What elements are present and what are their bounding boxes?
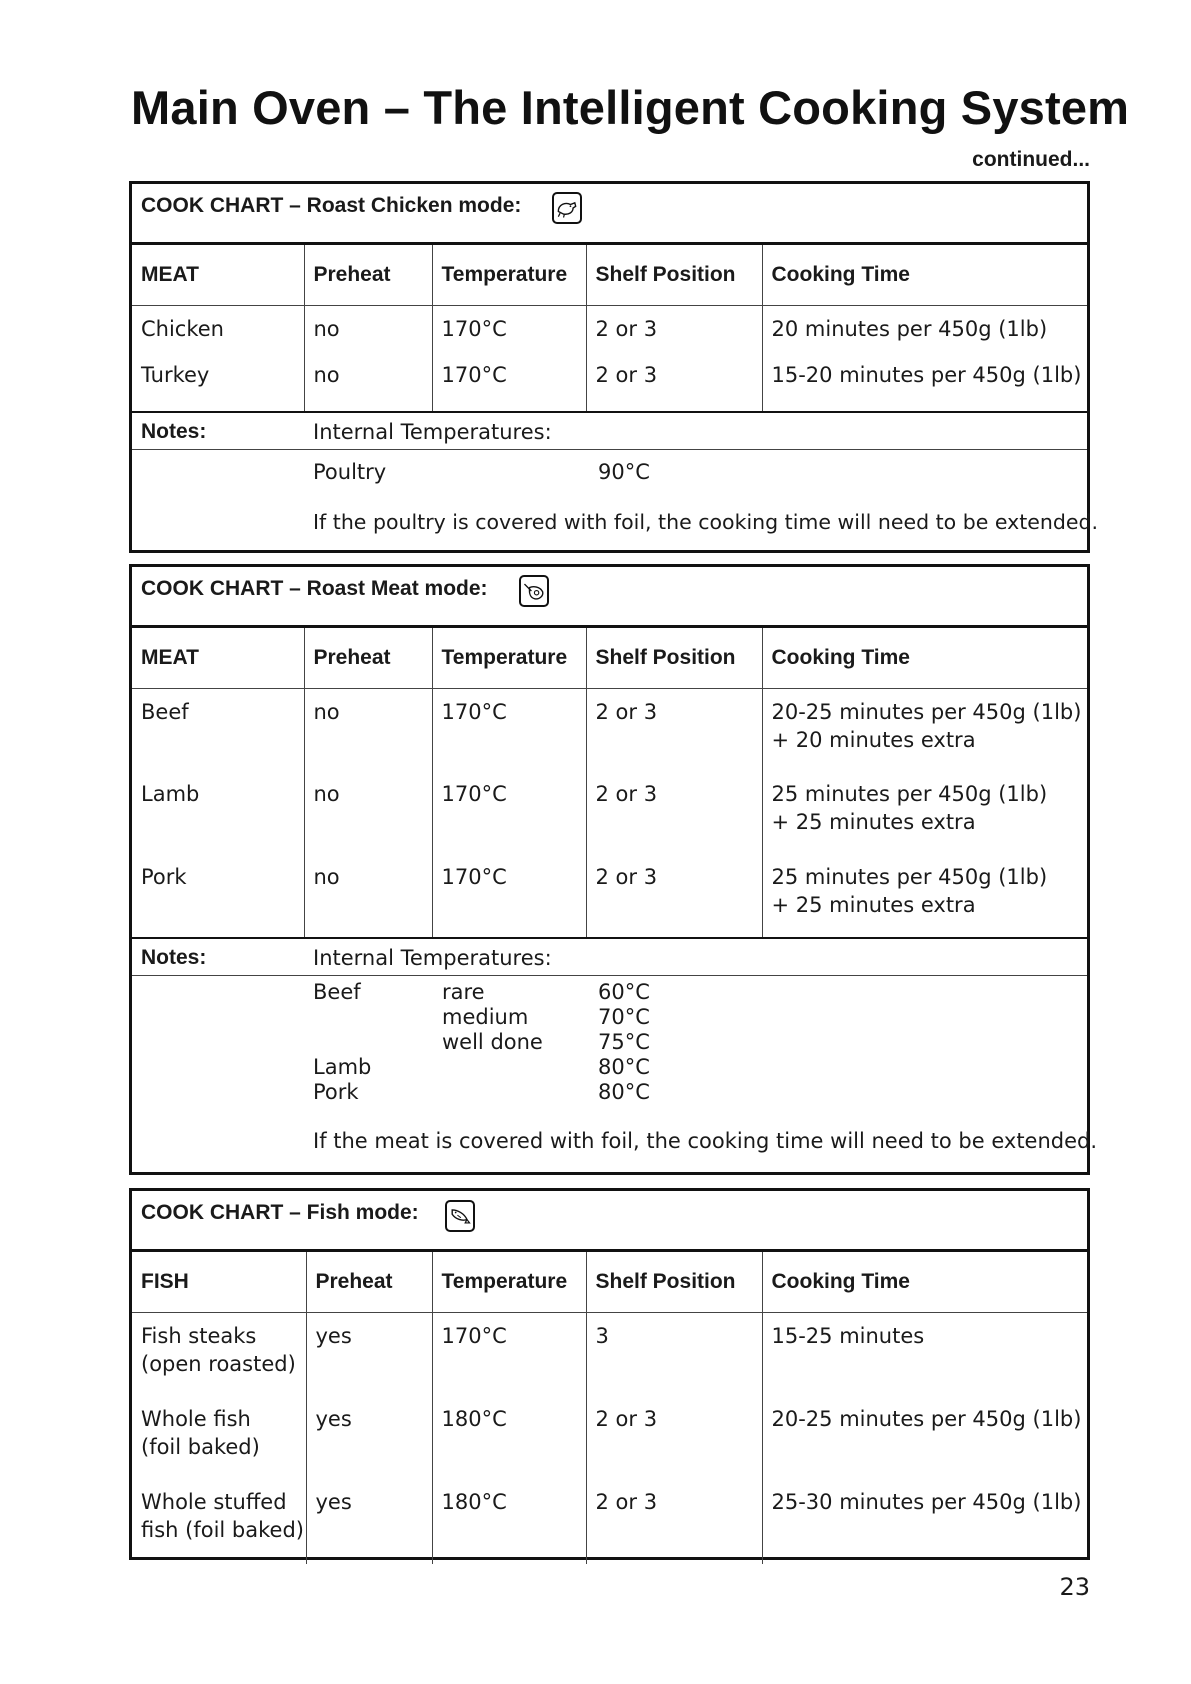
table-cell: 170°C <box>432 306 586 352</box>
column-header: Shelf Position <box>586 628 762 689</box>
temp-item: Pork <box>313 1079 359 1104</box>
table-cell: no <box>304 306 432 352</box>
column-header: Cooking Time <box>762 628 1087 689</box>
fish-icon <box>445 1200 475 1232</box>
table-row <box>132 352 1087 411</box>
table-cell: Lamb <box>141 781 200 806</box>
table-cell: 2 or 3 <box>586 352 762 411</box>
table-cell: Turkey <box>141 362 210 387</box>
chart-header <box>132 184 1087 245</box>
table-cell: 15-25 minutes <box>762 1313 1087 1396</box>
chart-title: COOK CHART – Fish mode: <box>141 1201 419 1224</box>
column-header: Shelf Position <box>586 1252 762 1313</box>
table-row <box>132 689 1087 771</box>
table-cell: 170°C <box>432 1313 586 1396</box>
chart-header <box>132 567 1087 628</box>
table-row <box>132 1313 1087 1396</box>
cook-chart-roast-chicken <box>129 181 1099 553</box>
table-cell <box>762 854 1087 937</box>
table-cell: 170°C <box>432 689 586 771</box>
temp-item: Beef <box>313 979 361 1004</box>
table-cell: yes <box>306 1479 432 1564</box>
table-cell: 170°C <box>432 352 586 411</box>
table-row <box>132 771 1087 854</box>
table-row <box>132 1396 1087 1479</box>
table-cell: 170°C <box>432 854 586 937</box>
table-header-row <box>132 1252 1087 1313</box>
table-cell <box>132 1313 306 1396</box>
temp-item: Poultry <box>313 459 387 484</box>
column-header: Cooking Time <box>762 245 1087 306</box>
table-cell: 180°C <box>432 1396 586 1479</box>
table-cell: 2 or 3 <box>586 771 762 854</box>
notes-footnote: If the poultry is covered with foil, the cooking time will need to be extended. <box>313 509 1099 534</box>
table-cell <box>132 1479 306 1564</box>
table-cell <box>762 771 1087 854</box>
cooking-time-extra: + 20 minutes extra <box>771 728 976 752</box>
temp-item: Lamb <box>313 1054 372 1079</box>
cooking-time: 20-25 minutes per 450g (1lb) <box>771 700 1082 724</box>
roast-meat-icon <box>519 575 549 607</box>
roast-chicken-icon <box>552 192 582 224</box>
table-cell: no <box>304 352 432 411</box>
fish-name: Whole fish <box>141 1406 251 1431</box>
table-cell: Beef <box>141 700 189 724</box>
fish-method: fish (foil baked) <box>141 1517 304 1542</box>
table-cell: 2 or 3 <box>586 1396 762 1479</box>
notes-label: Notes: <box>141 419 207 443</box>
cook-chart-fish <box>129 1188 1090 1560</box>
fish-name: Fish steaks <box>141 1324 257 1348</box>
column-header: Shelf Position <box>586 245 762 306</box>
table-cell: no <box>304 854 432 937</box>
chart-title: COOK CHART – Roast Chicken mode: <box>141 194 522 217</box>
table-cell: 2 or 3 <box>586 854 762 937</box>
chart-header <box>132 1191 1087 1252</box>
column-header: Preheat <box>304 245 432 306</box>
notes-heading: Internal Temperatures: <box>313 945 552 970</box>
table-header-row <box>132 628 1087 689</box>
table-cell: Pork <box>141 864 187 889</box>
temp-value: 80°C <box>598 1079 650 1104</box>
cook-table <box>132 628 1087 937</box>
cook-table <box>132 1252 1087 1564</box>
fish-method: (open roasted) <box>141 1352 296 1376</box>
cook-chart-roast-meat <box>129 564 1098 1175</box>
temp-value: 60°C <box>598 979 650 1004</box>
cooking-time: 25 minutes per 450g (1lb) <box>771 864 1048 889</box>
cooking-time-extra: + 25 minutes extra <box>771 892 976 917</box>
column-header: Temperature <box>432 245 586 306</box>
page-title: Main Oven – The Intelligent Cooking System <box>131 81 1130 134</box>
column-header: Preheat <box>304 628 432 689</box>
table-cell: 2 or 3 <box>586 1479 762 1564</box>
column-header: MEAT <box>132 628 304 689</box>
temp-value: 70°C <box>598 1004 650 1029</box>
page-number: 23 <box>1059 1573 1090 1601</box>
continued-label: continued... <box>972 148 1090 171</box>
temp-value: 90°C <box>598 459 650 484</box>
notes-heading-row <box>132 413 1087 450</box>
table-cell: no <box>304 771 432 854</box>
column-header: Temperature <box>432 1252 586 1313</box>
temp-grade: rare <box>442 979 485 1004</box>
table-cell <box>762 689 1087 771</box>
table-cell: no <box>304 689 432 771</box>
table-cell: 15-20 minutes per 450g (1lb) <box>762 352 1087 411</box>
column-header: Cooking Time <box>762 1252 1087 1313</box>
notes-section <box>132 411 1099 553</box>
table-row <box>132 1479 1087 1564</box>
table-cell: 20-25 minutes per 450g (1lb) <box>762 1396 1087 1479</box>
table-cell: 2 or 3 <box>586 306 762 352</box>
temp-value: 80°C <box>598 1054 650 1079</box>
table-header-row <box>132 245 1087 306</box>
cooking-time: 25 minutes per 450g (1lb) <box>771 781 1048 806</box>
table-cell: yes <box>306 1396 432 1479</box>
table-cell: 20 minutes per 450g (1lb) <box>762 306 1087 352</box>
table-cell: 170°C <box>432 771 586 854</box>
column-header: MEAT <box>132 245 304 306</box>
table-cell: 3 <box>586 1313 762 1396</box>
cook-table <box>132 245 1087 411</box>
temp-grade: medium <box>442 1004 529 1029</box>
notes-heading-row <box>132 939 1087 976</box>
column-header: Preheat <box>306 1252 432 1313</box>
cooking-time-extra: + 25 minutes extra <box>771 809 976 834</box>
table-cell: 25-30 minutes per 450g (1lb) <box>762 1479 1087 1564</box>
table-cell: 2 or 3 <box>586 689 762 771</box>
table-cell: Chicken <box>141 317 224 341</box>
notes-heading: Internal Temperatures: <box>313 419 552 444</box>
temp-value: 75°C <box>598 1029 650 1054</box>
notes-section <box>132 937 1098 1181</box>
notes-footnote: If the meat is covered with foil, the cooking time will need to be extended. <box>313 1128 1098 1153</box>
temp-grade: well done <box>442 1029 543 1054</box>
fish-name: Whole stuffed <box>141 1489 287 1514</box>
notes-label: Notes: <box>141 945 207 969</box>
column-header: Temperature <box>432 628 586 689</box>
column-header: FISH <box>132 1252 306 1313</box>
fish-method: (foil baked) <box>141 1434 260 1459</box>
table-cell <box>132 1396 306 1479</box>
chart-title: COOK CHART – Roast Meat mode: <box>141 577 488 600</box>
table-cell: 180°C <box>432 1479 586 1564</box>
table-row <box>132 306 1087 352</box>
table-row <box>132 854 1087 937</box>
table-cell: yes <box>306 1313 432 1396</box>
